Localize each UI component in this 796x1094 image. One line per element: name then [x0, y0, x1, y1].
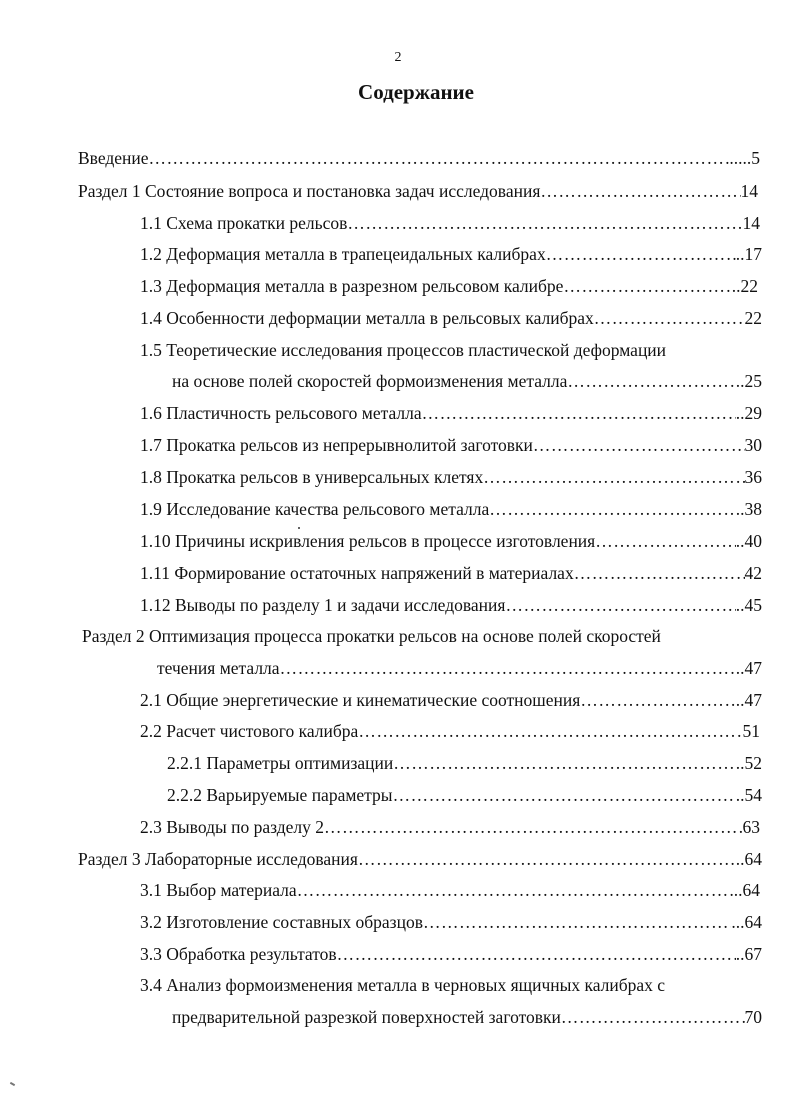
toc-entry-text: 2.1 Общие энергетические и кинематические соотношения: [140, 690, 581, 710]
toc-entry-text: Введение: [78, 148, 149, 168]
toc-entry-page: ..52: [735, 753, 762, 773]
toc-entry-page: ..38: [735, 499, 762, 519]
toc-entry-text: 1.9 Исследование качества рельсового металла: [140, 499, 490, 519]
toc-entry-page: ..64: [733, 880, 760, 900]
toc-entry-text: 1.11 Формирование остаточных напряжений в материалах: [140, 563, 574, 583]
toc-entry-page: ..54: [735, 785, 762, 805]
toc-entry-page: ..25: [735, 371, 762, 391]
toc-leader-dots: [280, 657, 736, 679]
toc-entry-2-2: [140, 720, 760, 742]
toc-entry-1-9: [140, 498, 762, 520]
toc-leader-dots: [595, 530, 736, 552]
toc-entry-section-3: [78, 848, 762, 870]
page-number: 2: [394, 50, 402, 65]
toc-leader-dots: [505, 594, 735, 616]
toc-entry-section-2-line-2: [157, 657, 762, 679]
toc-leader-dots: [358, 720, 742, 742]
toc-leader-dots: [393, 752, 736, 774]
toc-entry-page: ..47: [735, 658, 762, 678]
page-title: Содержание: [358, 80, 474, 104]
toc-entry-text: 1.1 Схема прокатки рельсов: [140, 213, 348, 233]
toc-leader-dots: [580, 689, 735, 711]
toc-leader-dots: [358, 848, 736, 870]
toc-entry-text: Раздел 1 Состояние вопроса и постановка задач исследования: [78, 181, 541, 201]
toc-entry-text: 2.3 Выводы по разделу 2: [140, 817, 324, 837]
toc-entry-page: 14: [740, 181, 758, 201]
toc-entry-page: ..22: [731, 276, 758, 296]
toc-entry-text: 3.1 Выбор материала: [140, 880, 297, 900]
toc-entry-page: ..17: [735, 244, 762, 264]
toc-entry-text: 1.7 Прокатка рельсов из непрерывнолитой заготовки: [140, 435, 533, 455]
toc-entry-1-6: [140, 402, 762, 424]
toc-entry-page: .....5: [729, 148, 760, 168]
toc-entry-intro: [78, 147, 760, 169]
toc-leader-dots: [546, 243, 736, 265]
toc-entry-page: ..40: [735, 531, 762, 551]
toc-entry-3-3: [140, 943, 762, 965]
toc-leader-dots: [423, 911, 731, 933]
toc-leader-dots: [567, 370, 735, 392]
toc-entry-1-7: [140, 434, 762, 456]
toc-entry-text: Раздел 3 Лабораторные исследования: [78, 849, 358, 869]
toc-entry-text: на основе полей скоростей формоизменения металла: [172, 371, 568, 391]
toc-entry-page: 36: [744, 467, 762, 487]
toc-leader-dots: [297, 879, 734, 901]
toc-leader-dots: [324, 816, 743, 838]
toc-entry-2-2-2: [167, 784, 762, 806]
toc-entry-1-5-line-2: [172, 370, 762, 392]
toc-entry-text: предварительной разрезкой поверхностей заготовки: [172, 1007, 561, 1027]
toc-leader-dots: [533, 434, 745, 456]
toc-leader-dots: [337, 943, 736, 965]
toc-leader-dots: [561, 1006, 745, 1028]
toc-entry-page: ..47: [735, 690, 762, 710]
toc-entry-3-2: [140, 911, 762, 933]
toc-entry-page: ..45: [735, 595, 762, 615]
toc-entry-text: 3.2 Изготовление составных образцов: [140, 912, 423, 932]
scan-mark: [10, 1082, 15, 1086]
toc-entry-page: 63: [742, 817, 760, 837]
toc-entry-text: 2.2 Расчет чистового калибра: [140, 721, 359, 741]
toc-entry-3-4-line-1: 3.4 Анализ формоизменения металла в черновых ящичных калибрах с: [140, 975, 666, 995]
toc-leader-dots: [483, 466, 744, 488]
toc-leader-dots: [594, 307, 745, 329]
toc-entry-page: 42: [744, 563, 762, 583]
toc-entry-page: 70: [744, 1007, 762, 1027]
toc-leader-dots: [540, 180, 740, 202]
toc-entry-1-10: [140, 530, 762, 552]
toc-entry-2-3: [140, 816, 760, 838]
toc-entry-page: ..64: [735, 849, 762, 869]
toc-leader-dots: [149, 147, 730, 169]
toc-entry-2-1: [140, 689, 762, 711]
toc-entry-1-12: [140, 594, 762, 616]
toc-entry-text: 3.3 Обработка результатов: [140, 944, 337, 964]
toc-leader-dots: [347, 212, 742, 234]
toc-entry-1-1: [140, 212, 760, 234]
toc-entry-1-5-line-1: 1.5 Теоретические исследования процессов пластической деформации: [140, 340, 667, 360]
toc-entry-page: 51: [742, 721, 760, 741]
toc-entry-text: 2.2.1 Параметры оптимизации: [167, 753, 394, 773]
toc-entry-3-4-line-2: [172, 1006, 762, 1028]
toc-entry-1-11: [140, 562, 762, 584]
toc-entry-1-2: [140, 243, 762, 265]
toc-entry-text: 1.10 Причины искривления рельсов в процессе изготовления: [140, 531, 596, 551]
toc-entry-text: 1.8 Прокатка рельсов в универсальных клетях: [140, 467, 484, 487]
toc-entry-page: 22: [744, 308, 762, 328]
toc-entry-section-1: [78, 180, 758, 202]
toc-entry-page: 14: [742, 213, 760, 233]
toc-leader-dots: [422, 402, 736, 424]
toc-entry-text: 1.2 Деформация металла в трапецеидальных калибрах: [140, 244, 546, 264]
toc-entry-page: ..67: [735, 944, 762, 964]
toc-entry-1-4: [140, 307, 762, 329]
toc-entry-page: ..29: [735, 403, 762, 423]
toc-leader-dots: [563, 275, 731, 297]
toc-leader-dots: [574, 562, 745, 584]
toc-entry-3-1: [140, 879, 760, 901]
toc-entry-text: 1.12 Выводы по разделу 1 и задачи исследования: [140, 595, 506, 615]
toc-entry-text: течения металла: [157, 658, 280, 678]
toc-leader-dots: [393, 784, 736, 806]
toc-entry-text: 1.3 Деформация металла в разрезном рельсовом калибре: [140, 276, 564, 296]
toc-entry-text: 2.2.2 Варьируемые параметры: [167, 785, 393, 805]
toc-leader-dots: [489, 498, 735, 520]
toc-entry-page: ...64: [731, 912, 762, 932]
toc-entry-section-2-line-1: Раздел 2 Оптимизация процесса прокатки рельсов на основе полей скоростей: [82, 626, 661, 646]
toc-entry-1-3: [140, 275, 758, 297]
toc-entry-2-2-1: [167, 752, 762, 774]
scan-speck: [298, 527, 300, 529]
toc-entry-1-8: [140, 466, 762, 488]
toc-entry-text: 1.4 Особенности деформации металла в рельсовых калибрах: [140, 308, 594, 328]
toc-entry-text: 1.6 Пластичность рельсового металла: [140, 403, 422, 423]
toc-entry-page: 30: [744, 435, 762, 455]
